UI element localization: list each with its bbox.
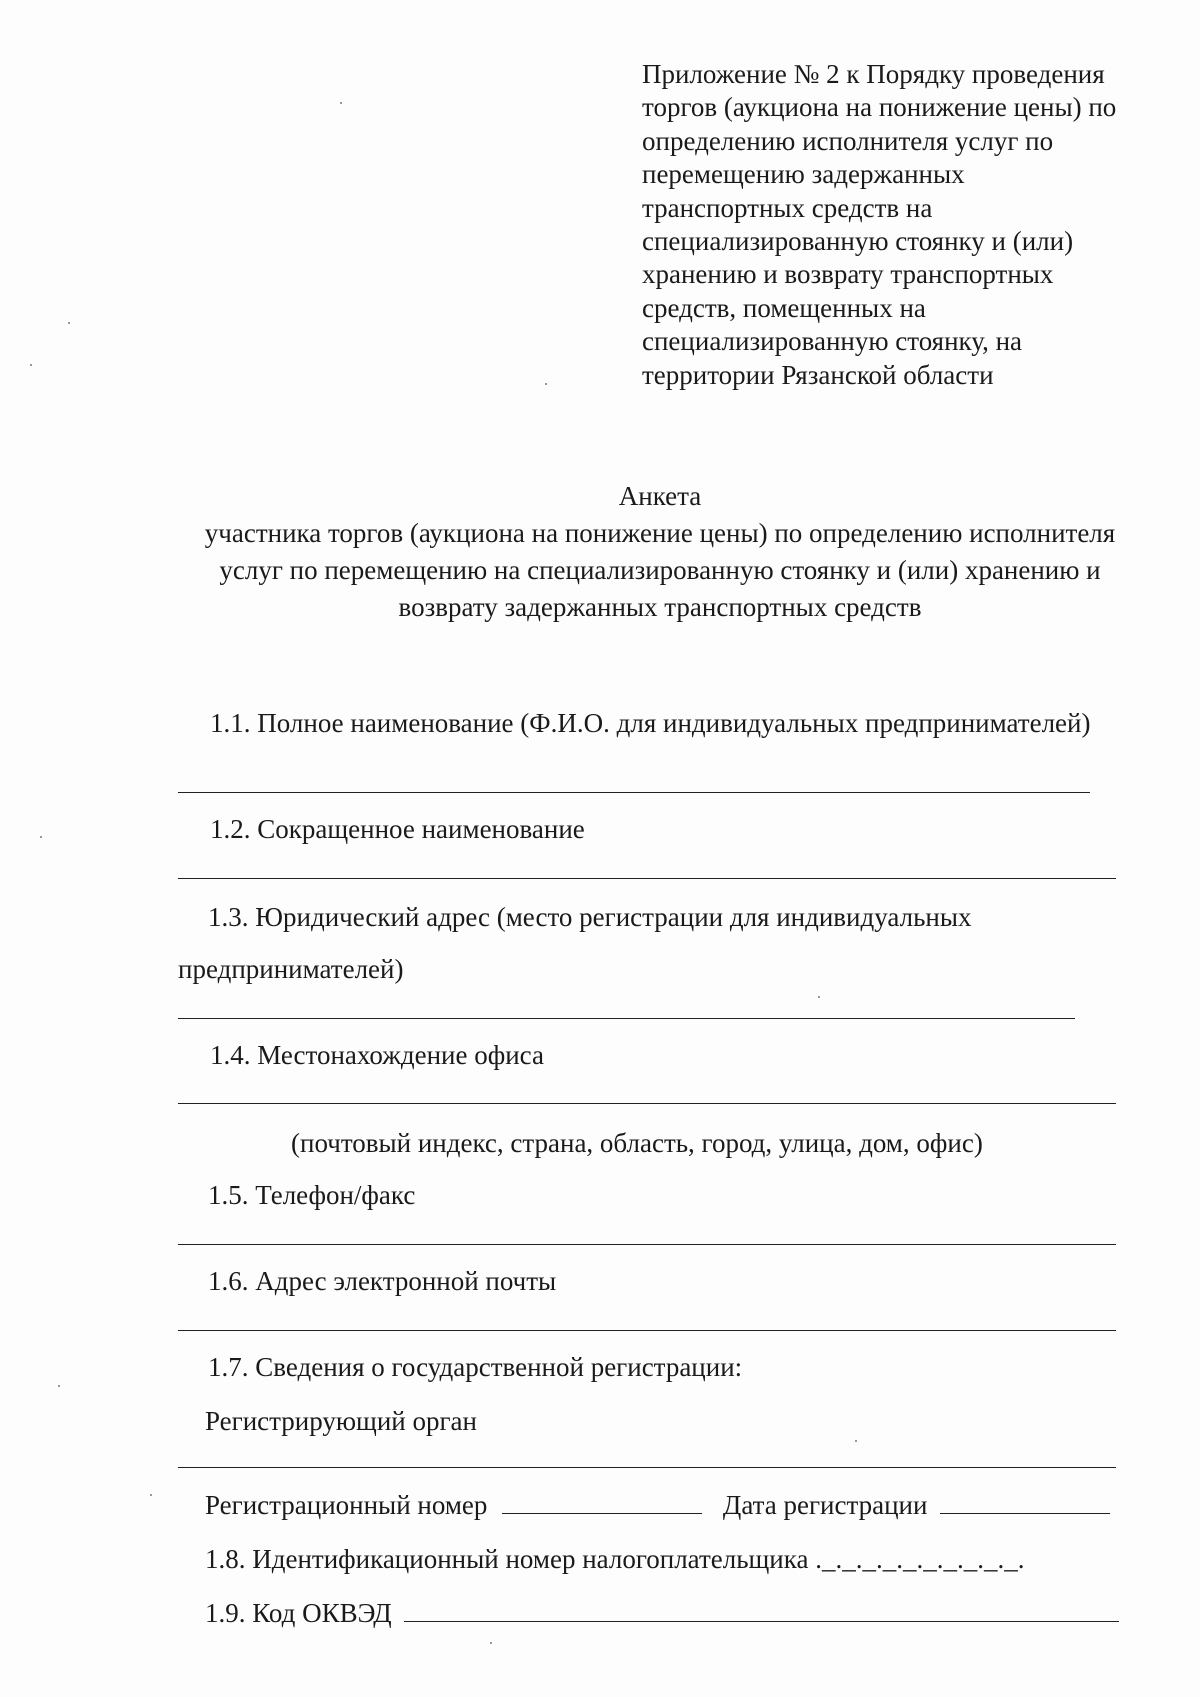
appendix-line: средств, помещенных на: [642, 292, 926, 323]
office-location-field[interactable]: [178, 1103, 1116, 1104]
item-legal-address-label: 1.3. Юридический адрес (место регистрации для индивидуальных: [208, 902, 972, 932]
scan-speck: [490, 1642, 492, 1644]
form-title: [150, 478, 1170, 626]
email-field[interactable]: [178, 1330, 1116, 1331]
item-office-location-label: 1.4. Местонахождение офиса: [210, 1040, 544, 1070]
scan-speck: [818, 996, 820, 998]
registration-number-field[interactable]: [502, 1491, 702, 1514]
appendix-line: территории Рязанской области: [642, 359, 994, 390]
item-okved-label: 1.9. Код ОКВЭД: [205, 1598, 392, 1628]
item-email-label: 1.6. Адрес электронной почты: [208, 1266, 557, 1296]
appendix-line: хранению и возврату транспортных: [642, 259, 1054, 290]
scan-speck: [30, 364, 32, 366]
appendix-line: перемещению задержанных: [642, 159, 965, 190]
appendix-line: определению исполнителя услуг по: [642, 125, 1054, 156]
short-name-field[interactable]: [178, 878, 1116, 879]
form-heading: Анкета: [618, 481, 702, 511]
item-phone-fax-label: 1.5. Телефон/факс: [208, 1180, 416, 1210]
appendix-line: Приложение № 2 к Порядку проведения: [642, 59, 1105, 89]
item-full-name-label: 1.1. Полное наименование (Ф.И.О. для индивидуальных предпринимателей): [210, 708, 1091, 738]
item-state-registration-label: 1.7. Сведения о государственной регистрации:: [208, 1352, 743, 1382]
registration-date-label: Дата регистрации: [722, 1490, 928, 1520]
form-subtitle-line: участника торгов (аукциона на понижение цены) по определению исполнителя: [204, 518, 1116, 548]
full-name-field[interactable]: [178, 792, 1090, 793]
item-legal-address-label-cont: предпринимателей): [178, 954, 404, 984]
scan-speck: [150, 1494, 152, 1496]
registering-body-field[interactable]: [178, 1467, 1116, 1468]
phone-fax-field[interactable]: [178, 1244, 1116, 1245]
registering-body-label: Регистрирующий орган: [205, 1406, 477, 1436]
scan-speck: [545, 383, 547, 385]
appendix-header: [642, 58, 1162, 392]
legal-address-field[interactable]: [178, 1018, 1075, 1019]
form-subtitle-line: возврату задержанных транспортных средств: [398, 592, 922, 622]
scan-speck: [340, 102, 342, 104]
okved-field[interactable]: [404, 1599, 1119, 1622]
appendix-line: транспортных средств на: [642, 192, 933, 223]
scan-speck: [68, 322, 70, 324]
appendix-line: торгов (аукциона на понижение цены) по: [642, 92, 1117, 123]
item-short-name-label: 1.2. Сокращенное наименование: [210, 814, 585, 844]
scan-speck: [58, 1385, 60, 1387]
registration-date-field[interactable]: [940, 1491, 1110, 1514]
scan-speck: [855, 1440, 857, 1442]
okved-row: [205, 1598, 1119, 1629]
registration-number-row: [205, 1490, 1110, 1521]
item-inn-label: 1.8. Идентификационный номер налогоплательщика ._._._._._._._._._._.: [205, 1544, 1025, 1574]
appendix-line: специализированную стоянку, на: [642, 326, 1023, 357]
scan-speck: [40, 836, 42, 838]
registration-number-label: Регистрационный номер: [205, 1490, 488, 1520]
form-subtitle-line: услуг по перемещению на специализированную стоянку и (или) хранению и: [219, 555, 1101, 585]
appendix-line: специализированную стоянку и (или): [642, 226, 1074, 257]
office-location-hint: (почтовый индекс, страна, область, город, улица, дом, офис): [291, 1128, 983, 1158]
